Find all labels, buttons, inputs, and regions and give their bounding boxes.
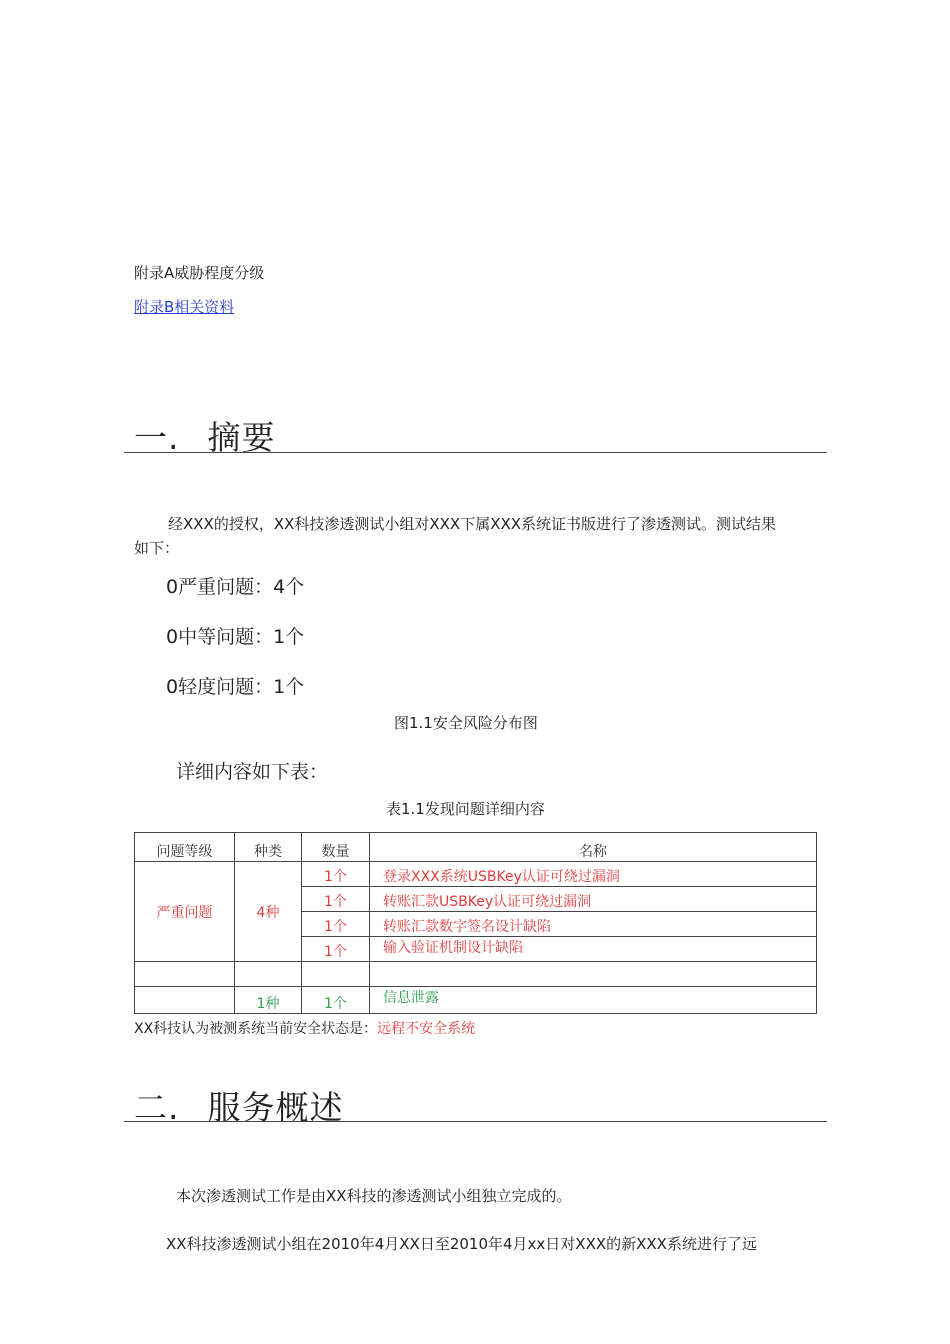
section2-number: 二. [134,1088,180,1127]
section2-para1: 本次渗透测试工作是由XX科技的渗透测试小组独立完成的。 [176,1187,572,1205]
table-row-empty [135,962,817,987]
section2-para2: XX科技渗透测试小组在2010年4月XX日至2010年4月xx日对XXX的新XXX系统进行了远 [166,1235,757,1253]
detail-intro: 详细内容如下表： [176,761,329,783]
section1-intro-line2: 如下： [134,539,180,557]
toc-appendix-b-link[interactable]: 附录B相关资料 [134,298,235,316]
severe-name-cell: 输入验证机制设计缺陷 [370,937,817,962]
figure-caption: 图1.1安全风险分布图 [394,714,538,732]
issues-table [134,832,817,1014]
toc-appendix-a: 附录A威胁程度分级 [134,264,265,282]
severe-count-cell: 1个 [302,862,370,887]
table-row [135,862,817,887]
table-caption: 表1.1发现问题详细内容 [386,800,545,818]
severe-kinds-cell: 4种 [235,862,302,962]
light-name-cell: 信息泄露 [370,987,817,1014]
status-label: XX科技认为被测系统当前安全状态是： [134,1021,378,1037]
severe-level-cell: 严重问题 [135,862,235,962]
severe-count-cell: 1个 [302,887,370,912]
table-header-row [135,833,817,862]
header-level: 问题等级 [135,833,235,862]
header-count: 数量 [302,833,370,862]
severe-name-cell: 转账汇款数字签名设计缺陷 [370,912,817,937]
section1-intro-line1: 经XXX的授权，XX科技渗透测试小组对XXX下属XXX系统证书版进行了渗透测试。测试结果 [168,515,777,533]
empty-cell [135,962,235,987]
section2-title: 服务概述 [207,1088,344,1127]
header-name: 名称 [370,833,817,862]
bullet-severe: 0严重问题：4个 [166,576,305,598]
empty-cell [235,962,302,987]
empty-cell [302,962,370,987]
section2-rule [124,1121,827,1122]
severe-name-cell: 转账汇款USBKey认证可绕过漏洞 [370,887,817,912]
bullet-medium: 0中等问题：1个 [166,626,305,648]
section1-number: 一. [134,418,180,457]
severe-count-cell: 1个 [302,937,370,962]
section1-rule [124,452,827,453]
header-kinds: 种类 [235,833,302,862]
section1-title: 摘要 [207,418,276,457]
table-row [135,987,817,1014]
severe-name-cell: 登录XXX系统USBKey认证可绕过漏洞 [370,862,817,887]
status-value: 远程不安全系统 [377,1021,476,1037]
light-count-cell: 1个 [302,987,370,1014]
light-level-cell [135,987,235,1014]
severe-count-cell: 1个 [302,912,370,937]
empty-cell [370,962,817,987]
bullet-light: 0轻度问题：1个 [166,676,305,698]
security-status [134,1017,475,1041]
light-kinds-cell: 1种 [235,987,302,1014]
